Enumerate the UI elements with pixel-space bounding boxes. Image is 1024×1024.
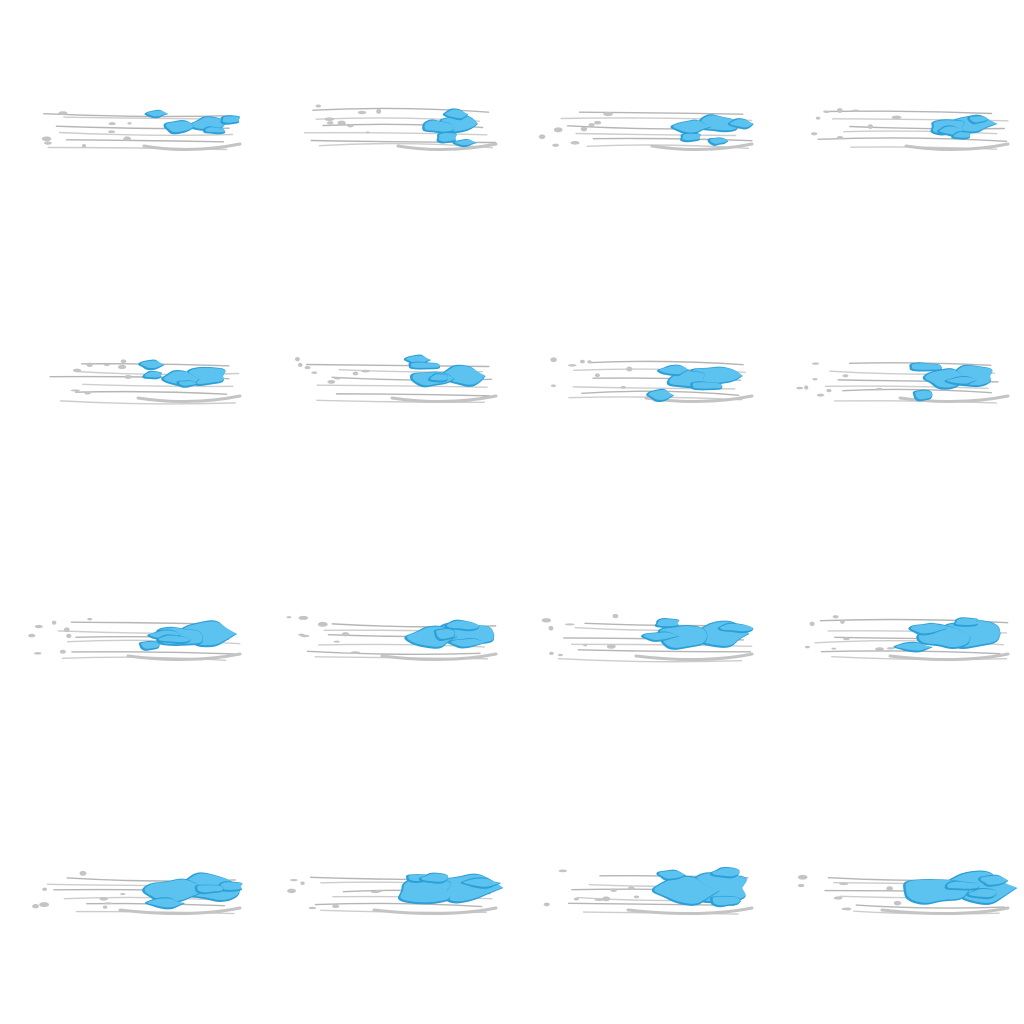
droplet — [837, 108, 843, 113]
droplet — [796, 387, 803, 390]
splash-frame-2 — [256, 0, 512, 254]
splash-sprite — [512, 0, 768, 254]
droplet — [32, 904, 39, 908]
droplet — [565, 623, 575, 625]
droplet — [361, 370, 370, 373]
foam-streak — [44, 114, 231, 117]
water-blobs — [422, 108, 478, 147]
foam-streak — [825, 386, 988, 388]
droplet — [812, 378, 817, 380]
splash-sprite — [256, 508, 512, 764]
droplet — [327, 121, 334, 124]
splash-sprite — [512, 508, 768, 764]
droplet — [333, 641, 340, 643]
droplet — [124, 375, 132, 379]
droplet — [892, 116, 902, 119]
droplet — [334, 377, 341, 379]
droplet — [823, 110, 830, 113]
water-blobs — [139, 620, 237, 651]
droplet — [64, 627, 70, 632]
water-blob — [657, 619, 679, 626]
water-blobs — [142, 872, 242, 909]
splash-shadow — [636, 654, 752, 660]
droplet — [602, 896, 610, 901]
droplet — [811, 132, 817, 135]
foam-streak — [824, 111, 991, 113]
droplet — [607, 644, 616, 648]
droplet — [123, 136, 131, 140]
droplet — [58, 111, 67, 115]
droplet — [558, 654, 563, 656]
droplet — [842, 374, 848, 377]
water-blobs — [144, 110, 240, 135]
droplet — [60, 650, 66, 654]
droplet — [842, 908, 848, 910]
foam-streak — [337, 394, 490, 396]
splash-frame-1 — [0, 0, 256, 254]
droplet — [71, 389, 81, 391]
droplet — [287, 616, 292, 618]
droplet — [868, 124, 873, 129]
droplet — [798, 875, 808, 880]
splash-frame-11 — [512, 508, 768, 764]
droplet — [371, 891, 380, 893]
splash-frame-10 — [256, 508, 512, 764]
droplet — [549, 652, 553, 655]
droplet — [52, 621, 56, 625]
droplet — [365, 131, 369, 133]
foam-streak — [315, 903, 481, 906]
droplet — [894, 901, 901, 905]
splash-frame-4 — [768, 0, 1024, 254]
droplet — [886, 886, 893, 891]
water-blobs — [404, 620, 494, 649]
droplet — [108, 130, 115, 133]
splash-sprite — [256, 762, 512, 1018]
droplet — [574, 898, 579, 901]
droplet — [298, 634, 305, 636]
droplet — [839, 882, 848, 885]
water-blobs — [930, 115, 997, 140]
splash-sprite — [0, 250, 256, 506]
droplet — [603, 112, 613, 116]
water-blobs — [138, 359, 225, 387]
droplet — [87, 363, 93, 367]
droplet — [587, 360, 591, 363]
droplet — [120, 893, 125, 895]
water-blobs — [893, 617, 1000, 652]
droplet — [118, 365, 126, 369]
splash-frame-14 — [256, 762, 512, 1018]
foam-streak — [856, 905, 1004, 908]
water-blobs — [398, 873, 503, 905]
droplet — [298, 616, 308, 620]
foam-streak — [72, 652, 235, 654]
droplet — [309, 907, 317, 909]
splash-shadow — [392, 396, 496, 402]
droplet — [595, 373, 600, 377]
droplet — [287, 889, 296, 893]
droplet — [594, 121, 601, 125]
foam-streak — [569, 903, 735, 905]
splash-sprite — [0, 762, 256, 1018]
water-blobs — [903, 871, 1017, 905]
droplet — [612, 614, 618, 618]
droplet — [34, 652, 41, 655]
water-blobs — [909, 362, 992, 401]
droplet — [316, 104, 321, 107]
splash-sprite — [512, 762, 768, 1018]
droplet — [876, 388, 883, 391]
splash-frame-8 — [768, 250, 1024, 506]
droplet — [298, 363, 303, 367]
droplet — [812, 362, 819, 365]
droplet — [554, 127, 563, 132]
droplet — [104, 364, 109, 366]
splash-frame-3 — [512, 0, 768, 254]
droplet — [580, 360, 585, 364]
droplet — [634, 896, 639, 899]
droplet — [42, 888, 47, 891]
droplet — [82, 144, 86, 148]
droplet — [834, 896, 843, 899]
droplet — [337, 121, 345, 125]
droplet — [851, 109, 860, 111]
foam-streak — [307, 651, 480, 654]
splash-shadow — [882, 908, 1008, 914]
droplet — [559, 869, 567, 872]
foam-streak — [83, 384, 233, 386]
droplet — [539, 134, 546, 139]
droplet — [79, 871, 86, 876]
droplet — [843, 637, 850, 640]
splash-frame-12 — [768, 508, 1024, 764]
droplet — [73, 369, 81, 372]
splash-sprite — [0, 0, 256, 254]
foam-streak — [305, 133, 487, 135]
droplet — [104, 902, 113, 904]
droplet — [810, 622, 815, 626]
splash-frame-9 — [0, 508, 256, 764]
splash-frame-15 — [512, 762, 768, 1018]
droplet — [628, 886, 635, 889]
droplet — [300, 882, 304, 885]
droplet — [318, 622, 328, 627]
droplet — [305, 366, 311, 369]
droplet — [550, 357, 557, 362]
droplet — [626, 367, 632, 372]
droplet — [817, 394, 824, 397]
foam-streak — [576, 134, 735, 136]
water-blob — [956, 618, 979, 625]
droplet — [44, 141, 52, 144]
droplet — [581, 127, 588, 132]
splash-sprite — [0, 508, 256, 764]
droplet — [588, 123, 594, 126]
droplet — [327, 380, 335, 384]
droplet — [887, 647, 895, 649]
splash-frame-16 — [768, 762, 1024, 1018]
droplet — [66, 634, 71, 638]
droplet — [358, 111, 366, 114]
droplet — [826, 389, 831, 392]
droplet — [295, 357, 300, 361]
splash-shadow — [128, 654, 240, 660]
droplet — [84, 391, 91, 394]
droplet — [840, 620, 845, 624]
droplet — [325, 117, 335, 121]
droplet — [290, 879, 298, 881]
foam-streak — [593, 138, 752, 140]
droplet — [620, 386, 626, 389]
droplet — [544, 903, 550, 907]
splash-frame-7 — [512, 250, 768, 506]
splash-shadow — [628, 908, 752, 914]
droplet — [805, 646, 810, 649]
water-blobs — [646, 365, 743, 402]
splash-frame-6 — [256, 250, 512, 506]
foam-streak — [67, 140, 224, 142]
droplet — [568, 364, 577, 366]
droplet — [548, 626, 553, 631]
droplet — [108, 122, 115, 125]
droplet — [376, 109, 381, 114]
foam-streak — [76, 392, 227, 395]
droplet — [816, 117, 821, 120]
splash-sprite — [768, 250, 1024, 506]
droplet — [87, 618, 92, 621]
droplet — [121, 359, 127, 363]
droplet — [39, 902, 49, 907]
droplet — [833, 615, 839, 618]
splash-sprite — [512, 250, 768, 506]
droplet — [342, 632, 350, 636]
splash-shadow — [144, 144, 240, 150]
droplet — [804, 385, 808, 389]
droplet — [311, 371, 317, 374]
droplet — [103, 906, 107, 909]
foam-streak — [589, 361, 743, 364]
splash-sprite — [768, 762, 1024, 1018]
foam-streak — [818, 138, 1006, 141]
droplet — [570, 141, 579, 145]
foam-streak — [578, 650, 750, 652]
droplet — [127, 122, 131, 124]
droplet — [798, 884, 805, 887]
splash-frame-5 — [0, 250, 256, 506]
droplet — [837, 136, 844, 140]
splash-sprite — [768, 0, 1024, 254]
droplet — [35, 625, 43, 628]
droplet — [28, 634, 35, 638]
droplet — [875, 647, 884, 650]
splash-sprite — [768, 508, 1024, 764]
droplet — [347, 124, 353, 127]
splash-sprite — [256, 250, 512, 506]
droplet — [350, 651, 360, 654]
splash-sprite — [256, 0, 512, 254]
droplet — [99, 897, 108, 901]
droplet — [610, 888, 616, 892]
water-blobs — [404, 354, 486, 387]
droplet — [831, 648, 836, 650]
droplet — [332, 905, 339, 908]
droplet — [542, 618, 552, 622]
droplet — [552, 144, 559, 147]
splash-shadow — [138, 396, 240, 402]
droplet — [353, 372, 359, 376]
droplet — [583, 644, 587, 646]
droplet — [42, 136, 52, 141]
droplet — [551, 384, 556, 386]
splash-frame-13 — [0, 762, 256, 1018]
